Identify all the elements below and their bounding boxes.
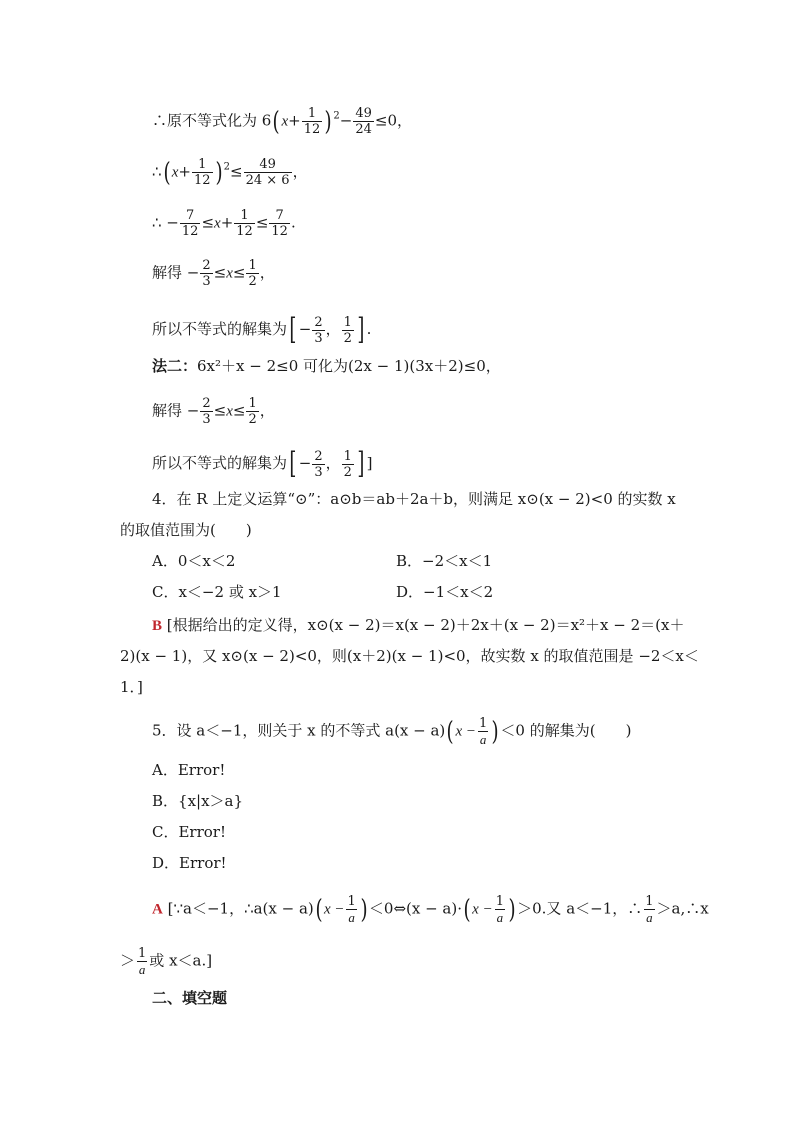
text: 解得 − <box>152 263 200 282</box>
fraction <box>200 396 212 427</box>
numerator: 1 <box>347 894 356 909</box>
text: . <box>366 320 372 338</box>
text: ， <box>259 401 275 420</box>
text: ＞0.又 a＜−1，∴ <box>517 899 643 918</box>
fraction <box>200 258 212 289</box>
text: . <box>290 213 296 232</box>
denominator: 12 <box>193 173 211 188</box>
numerator: 49 <box>355 106 372 121</box>
section-heading: 二、填空题 <box>152 989 228 1007</box>
answer-letter: B <box>152 618 163 634</box>
text: 所以不等式的解集为 <box>152 320 288 338</box>
op: ≤ <box>255 213 269 232</box>
q4-solution-line-2: 2)(x − 1)，又 x⊙(x − 2)<0，则(x＋2)(x − 1)<0，故实数 x 的取值范围是 −2＜x＜ <box>120 647 699 665</box>
q5-option-c: C．Error! <box>152 823 226 841</box>
fraction <box>342 449 354 480</box>
q4-stem-line-1: 4．在 R 上定义运算“⊙”：a⊙b＝ab＋2a＋b，则满足 x⊙(x − 2)<0 的实数 x <box>152 490 676 508</box>
denominator: 3 <box>314 464 323 480</box>
text: [根据给出的定义得，x⊙(x − 2)＝x(x − 2)＋2x＋(x − 2)＝x²＋x − 2＝(x＋ <box>166 616 685 634</box>
fraction <box>312 315 324 346</box>
numerator: 1 <box>240 208 249 223</box>
paren-close: ) <box>360 894 368 925</box>
text: ， <box>325 320 341 338</box>
text: x − <box>323 901 345 918</box>
solution-line-1 <box>152 106 412 137</box>
text: ， <box>259 263 275 282</box>
text: 解得 − <box>152 401 200 420</box>
denominator: 12 <box>181 224 199 239</box>
q4-option-d: D．−1＜x＜2 <box>396 583 494 601</box>
paren-open: ( <box>315 894 323 925</box>
denominator: 3 <box>202 412 211 427</box>
bracket-close: ] <box>357 312 365 347</box>
fraction <box>246 396 258 427</box>
solution-line-3 <box>152 208 296 239</box>
bracket-close: ] <box>357 446 365 481</box>
text: ∴ − <box>152 213 179 232</box>
denominator: 2 <box>343 330 352 346</box>
text: 所以不等式的解集为 <box>152 454 288 472</box>
text: ≤0， <box>374 111 413 130</box>
op: − <box>298 320 312 338</box>
numerator: 49 <box>259 157 276 172</box>
text: ， <box>325 454 341 472</box>
answer-letter: A <box>152 901 163 918</box>
op: ≤ <box>232 401 246 420</box>
fraction <box>269 208 290 239</box>
fraction <box>345 894 357 925</box>
fraction <box>312 449 324 480</box>
denominator: a <box>496 910 504 925</box>
var-x: x <box>226 403 233 420</box>
text: ∴ <box>152 162 162 181</box>
denominator: 12 <box>271 224 288 239</box>
fraction <box>643 894 655 925</box>
denominator: a <box>646 910 653 925</box>
text: ＞a,∴x <box>656 899 709 918</box>
denominator: 24 × 6 <box>245 173 290 188</box>
text: x − <box>472 901 493 918</box>
method-label: 法二： <box>152 357 198 375</box>
var-x: x <box>281 113 289 130</box>
text: ＜0 的解集为( ) <box>500 721 632 740</box>
solution-line-8 <box>152 447 372 481</box>
denominator: 24 <box>355 122 372 137</box>
denominator: 12 <box>303 122 321 137</box>
text: 6x²＋x − 2≤0 可化为(2x − 1)(3x＋2)≤0， <box>197 357 501 375</box>
numerator: 1 <box>343 448 352 464</box>
numerator: 7 <box>275 208 284 223</box>
paren-open: ( <box>272 106 280 137</box>
numerator: 1 <box>138 946 147 961</box>
numerator: 1 <box>307 106 317 121</box>
solution-line-5 <box>152 313 371 347</box>
denominator: a <box>138 962 146 977</box>
numerator: 2 <box>314 314 323 330</box>
op: ≤ <box>201 213 215 232</box>
op: + <box>288 111 301 130</box>
var-x: x <box>226 265 233 282</box>
q5-option-a: A．Error! <box>152 761 226 779</box>
numerator: 1 <box>495 894 504 909</box>
numerator: 2 <box>202 258 211 273</box>
solution-line-6 <box>152 356 501 376</box>
denominator: 2 <box>248 412 257 427</box>
q4-solution-line-3: 1．] <box>120 678 143 696</box>
q5-solution-line-2 <box>120 946 212 977</box>
bracket-open: [ <box>289 312 297 347</box>
denominator: a <box>348 910 355 925</box>
var-x: x <box>214 215 221 232</box>
fraction <box>136 946 148 977</box>
op: − <box>298 454 312 472</box>
text: x − <box>455 723 476 740</box>
q4-option-b: B．−2＜x＜1 <box>396 552 493 570</box>
fraction <box>246 258 258 289</box>
fraction <box>477 716 489 747</box>
q5-option-d: D．Error! <box>152 854 227 872</box>
denominator: 2 <box>248 274 257 289</box>
numerator: 7 <box>186 208 195 223</box>
numerator: 1 <box>248 396 257 411</box>
text: ∴原不等式化为 6 <box>152 111 272 130</box>
fraction <box>302 106 323 137</box>
paren-close: ) <box>215 157 223 188</box>
denominator: a <box>479 732 487 747</box>
text: [∵a＜−1，∴a(x − a) <box>167 899 314 918</box>
paren-close: ) <box>508 894 516 925</box>
fraction <box>244 157 292 188</box>
numerator: 2 <box>314 448 323 464</box>
op: ≤ <box>213 401 227 420</box>
op: ≤ <box>213 263 227 282</box>
denominator: 2 <box>343 464 352 480</box>
q4-option-c: C．x＜−2 或 x＞1 <box>152 583 282 601</box>
solution-line-2 <box>152 157 308 188</box>
numerator: 1 <box>198 157 207 172</box>
numerator: 2 <box>202 396 211 411</box>
fraction <box>494 894 506 925</box>
paren-open: ( <box>163 157 171 188</box>
q5-option-b: B．{x|x＞a} <box>152 792 244 810</box>
fraction <box>234 208 255 239</box>
numerator: 1 <box>478 716 488 731</box>
var-x: x <box>171 164 179 181</box>
op: + <box>178 162 191 181</box>
q5-solution-line-1 <box>152 894 709 925</box>
denominator: 12 <box>236 224 253 239</box>
paren-close: ) <box>491 716 499 747</box>
numerator: 1 <box>248 258 257 273</box>
exponent: 2 <box>333 110 340 122</box>
bracket-open: [ <box>289 446 297 481</box>
text: 或 x＜a.] <box>149 951 213 970</box>
q4-stem-line-2: 的取值范围为( ) <box>120 521 252 539</box>
denominator: 3 <box>202 274 211 289</box>
fraction <box>192 157 213 188</box>
fraction <box>353 106 374 137</box>
q5-stem <box>152 716 631 747</box>
op: − <box>339 111 353 130</box>
op: ≤ <box>230 162 243 181</box>
text: ＞ <box>120 951 136 970</box>
fraction <box>342 315 354 346</box>
solution-line-7 <box>152 396 275 427</box>
q4-solution-line-1 <box>152 615 684 636</box>
numerator: 1 <box>343 314 352 330</box>
text: ， <box>292 162 308 181</box>
solution-line-4 <box>152 258 275 289</box>
denominator: 3 <box>314 330 323 346</box>
q4-option-a: A．0＜x＜2 <box>152 552 236 570</box>
op: ≤ <box>232 263 246 282</box>
numerator: 1 <box>645 894 654 909</box>
text: 5．设 a＜−1，则关于 x 的不等式 a(x − a) <box>152 721 446 740</box>
fraction <box>180 208 201 239</box>
paren-open: ( <box>446 716 454 747</box>
op: + <box>220 213 234 232</box>
paren-open: ( <box>463 894 471 925</box>
text: ＜0⇔(x − a)· <box>368 899 462 918</box>
exponent: 2 <box>223 161 231 173</box>
paren-close: ) <box>324 106 332 137</box>
text: ] <box>366 454 373 472</box>
